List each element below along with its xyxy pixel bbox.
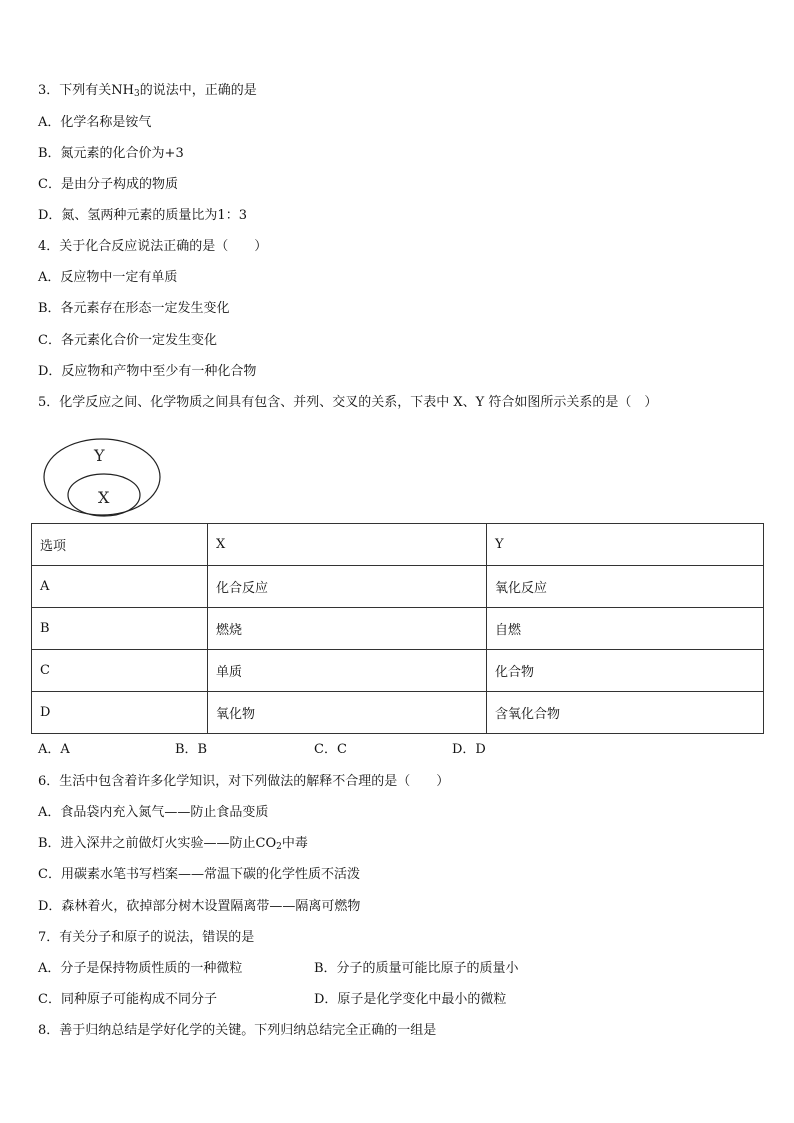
table-header-cell: X: [208, 524, 487, 566]
q3-stem-text: 3．下列有关NH: [38, 83, 134, 98]
q5-answer-a: A．A: [38, 742, 70, 757]
table-cell: 燃烧: [208, 608, 487, 650]
table-cell: 含氧化合物: [487, 692, 764, 734]
venn-label-y: Y: [94, 446, 105, 465]
q4-option-b: B．各元素存在形态一定发生变化: [38, 301, 230, 316]
venn-diagram: [42, 437, 164, 519]
q7-option-a: A．分子是保持物质性质的一种微粒: [38, 961, 243, 976]
table-cell: 氧化反应: [487, 566, 764, 608]
table-cell: 自燃: [487, 608, 764, 650]
q3-option-c: C．是由分子构成的物质: [38, 177, 178, 192]
table-header-cell: Y: [487, 524, 764, 566]
q3-option-d: D．氮、氢两种元素的质量比为1：3: [38, 208, 247, 223]
q5-stem: 5．化学反应之间、化学物质之间具有包含、并列、交叉的关系，下表中 X、Y 符合如图所示关系的是（ ）: [38, 395, 658, 410]
q6-option-b: [38, 836, 308, 852]
q6-option-c: C．用碳素水笔书写档案——常温下碳的化学性质不活泼: [38, 867, 360, 882]
table-cell: A: [32, 566, 208, 608]
table-cell: D: [32, 692, 208, 734]
table-row: [32, 608, 764, 650]
q6-option-b-text: B．进入深井之前做灯火实验——防止CO: [38, 836, 277, 851]
q7-option-d: D．原子是化学变化中最小的微粒: [314, 992, 507, 1007]
table-row: [32, 650, 764, 692]
table-header-cell: 选项: [32, 524, 208, 566]
q6-stem: 6．生活中包含着许多化学知识，对下列做法的解释不合理的是（ ）: [38, 774, 450, 789]
table-cell: 单质: [208, 650, 487, 692]
q5-answer-c: C．C: [314, 742, 347, 757]
q3-stem: [38, 83, 257, 99]
table-cell: 氧化物: [208, 692, 487, 734]
q6-option-a: A．食品袋内充入氮气——防止食品变质: [38, 805, 269, 820]
q4-stem: 4．关于化合反应说法正确的是（ ）: [38, 239, 268, 254]
venn-label-x: X: [98, 488, 110, 507]
q4-option-a: A．反应物中一定有单质: [38, 270, 178, 285]
q6-option-b-text-end: 中毒: [281, 836, 308, 851]
table-cell: C: [32, 650, 208, 692]
q4-option-d: D．反应物和产物中至少有一种化合物: [38, 364, 257, 379]
q5-answer-d: D．D: [452, 742, 486, 757]
q3-stem-text-end: 的说法中，正确的是: [139, 83, 257, 98]
q3-stem-subscript: 3: [133, 89, 140, 99]
q4-option-c: C．各元素化合价一定发生变化: [38, 333, 217, 348]
q5-answer-b: B．B: [175, 742, 208, 757]
q6-option-d: D．森林着火，砍掉部分树木设置隔离带——隔离可燃物: [38, 899, 361, 914]
q7-option-c: C．同种原子可能构成不同分子: [38, 992, 217, 1007]
q7-option-b: B．分子的质量可能比原子的质量小: [314, 961, 519, 976]
q7-stem: 7．有关分子和原子的说法，错误的是: [38, 930, 255, 945]
table-row: [32, 566, 764, 608]
q3-option-b: B．氮元素的化合价为+3: [38, 146, 184, 161]
table-header-row: [32, 524, 764, 566]
table-cell: 化合反应: [208, 566, 487, 608]
q3-option-a: A．化学名称是铵气: [38, 115, 152, 130]
q8-stem: 8．善于归纳总结是学好化学的关键。下列归纳总结完全正确的一组是: [38, 1023, 437, 1038]
table-row: [32, 692, 764, 734]
table-cell: B: [32, 608, 208, 650]
q5-options-table: [31, 523, 764, 734]
table-cell: 化合物: [487, 650, 764, 692]
q6-option-b-subscript: 2: [276, 842, 282, 852]
